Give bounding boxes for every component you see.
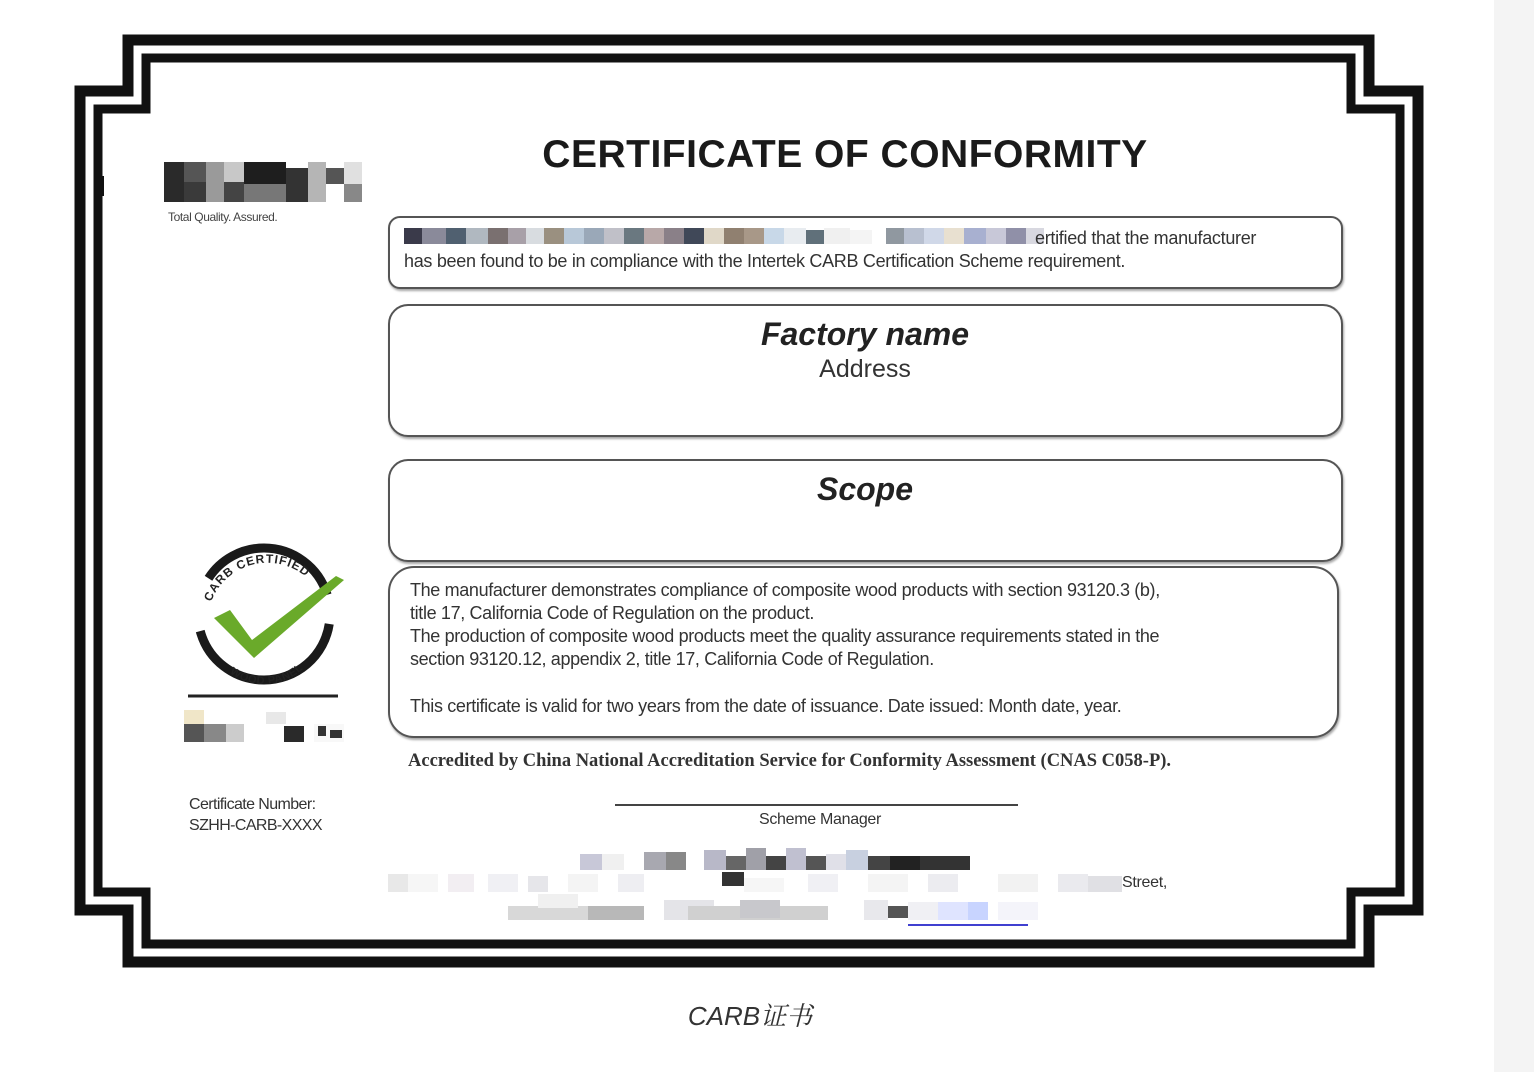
- factory-address: Address: [819, 355, 911, 383]
- image-caption: CARB证书: [687, 1001, 813, 1031]
- redacted-intro-text: [404, 228, 1044, 246]
- redacted-footer-company: [580, 846, 980, 872]
- signature-line: [615, 804, 1018, 806]
- svg-text:WOOD PANEL: [228, 662, 306, 688]
- redacted-logo: [160, 160, 366, 204]
- scope-title: Scope: [816, 471, 914, 507]
- intro-text-line2: has been found to be in compliance with the Intertek CARB Certification Scheme requirement.: [404, 251, 1126, 271]
- scheme-manager-label: Scheme Manager: [758, 811, 882, 828]
- scope-line-4: section 93120.12, appendix 2, title 17, California Code of Regulation.: [410, 649, 934, 669]
- certificate-number-value: SZHH-CARB-XXXX: [189, 817, 322, 834]
- scope-line-3: The production of composite wood products meet the quality assurance requirements stated in the: [410, 626, 1160, 646]
- scope-line-5: This certificate is valid for two years from the date of issuance. Date issued: Month date, year.: [410, 696, 1122, 716]
- badge-bottom-text: WOOD PANEL: [227, 661, 306, 688]
- redacted-footer-contacts: [508, 894, 1048, 930]
- redacted-footer-address: [388, 872, 1124, 894]
- intro-text-line1: ertified that the manufacturer: [1035, 228, 1257, 248]
- scope-line-2: title 17, California Code of Regulation on the product.: [410, 603, 815, 623]
- redacted-mark: [96, 176, 104, 196]
- logo-tagline: Total Quality. Assured.: [168, 210, 278, 224]
- footer-street-fragment: Street,: [1122, 874, 1168, 891]
- badge-top-text: CARB CERTIFIED: [200, 551, 313, 604]
- certificate-number-label: Certificate Number:: [189, 796, 316, 813]
- factory-name: Factory name: [760, 316, 970, 352]
- certificate-title: CERTIFICATE OF CONFORMITY: [542, 133, 1148, 176]
- scope-line-1: The manufacturer demonstrates compliance of composite wood products with section 93120.3 (b),: [410, 580, 1160, 600]
- redacted-badge-caption: [184, 708, 350, 744]
- svg-text:CARB CERTIFIED: [201, 552, 313, 604]
- accreditation-statement: Accredited by China National Accreditation Service for Conformity Assessment (CNAS C058-P).: [408, 751, 1172, 771]
